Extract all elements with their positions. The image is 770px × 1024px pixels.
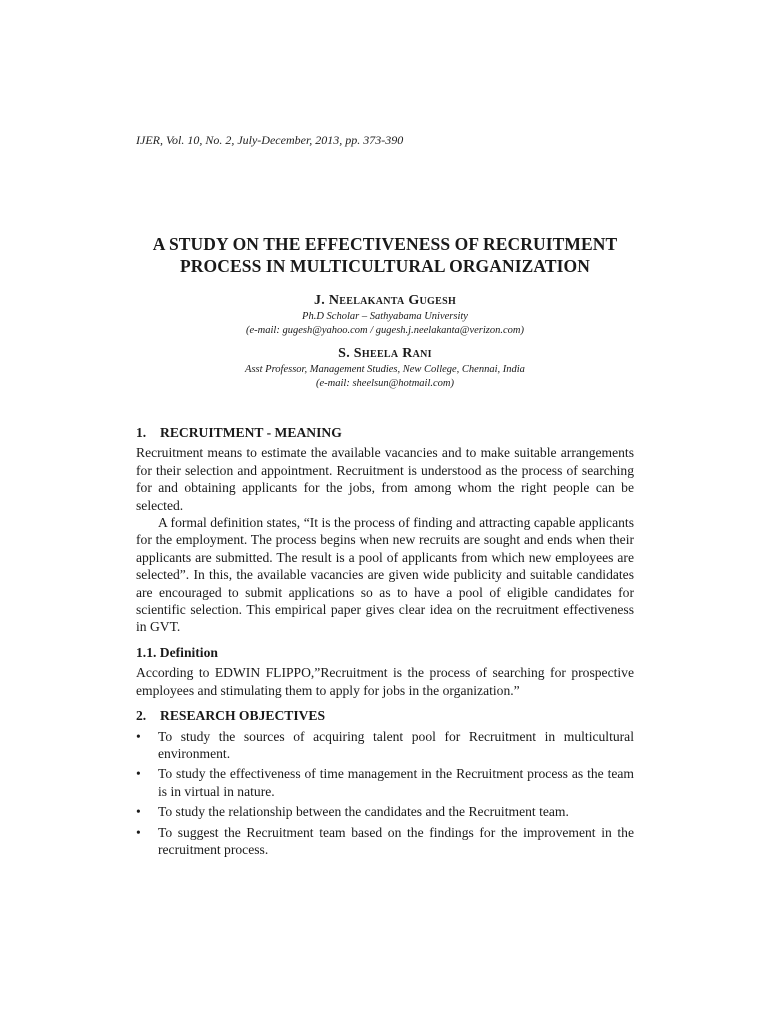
title-line-2: PROCESS IN MULTICULTURAL ORGANIZATION [179,256,591,276]
bullet-icon: • [136,824,141,840]
author-2-name: S. Sheela Rani [338,346,432,361]
section-1-paragraph-1: Recruitment means to estimate the available vacancies and to make suitable arrangements for their selection and appointment. Recruitment is understood as the process of searching for and obtaining applicants for the jobs, from among whom the right people can be selected. [136,445,634,513]
list-item [136,728,634,763]
section-2-heading [136,707,634,724]
list-item-text: To study the sources of acquiring talent pool for Recruitment in multicultural environment. [158,728,634,761]
subsection-1-1-paragraph: According to EDWIN FLIPPO,”Recruitment is the process of searching for prospective employees and stimulating them to apply for jobs in the organization.” [136,665,634,698]
author-2 [100,345,670,391]
bullet-icon: • [136,766,141,782]
body-content [136,424,634,861]
journal-reference: IJER, Vol. 10, No. 2, July-December, 2013, pp. 373-390 [136,133,404,147]
list-item [136,803,634,820]
list-item-text: To study the effectiveness of time management in the Recruitment process as the team is in virtual in nature. [158,766,634,799]
section-1-paragraph-2: A formal definition states, “It is the process of finding and attracting capable applicants for the employment. The process begins when new recruits are sought and ends when their applicants are submitted. The result is a pool of applicants from which new employees are selected”. In this, the available vacancies are given wide publicity and suitable candidates are encouraged to submit applications so as to have a pool of eligible candidates for scientific selection. This empirical paper gives clear idea on the recruitment effectiveness in GVT. [136,515,634,635]
author-1-affiliation: Ph.D Scholar – Sathyabama University [302,311,468,322]
author-2-affiliation: Asst Professor, Management Studies, New College, Chennai, India [245,364,525,375]
section-1-heading [136,424,634,441]
section-2-number: 2. [136,708,147,724]
paper-title [100,233,670,277]
author-2-email: (e-mail: sheelsun@hotmail.com) [316,378,454,389]
list-item-text: To study the relationship between the candidates and the Recruitment team. [158,804,569,820]
section-1-number: 1. [136,425,147,440]
section-2-title: RESEARCH OBJECTIVES [160,708,326,724]
title-line-1: A STUDY ON THE EFFECTIVENESS OF RECRUITMENT [152,234,618,254]
author-1-email: (e-mail: gugesh@yahoo.com / gugesh.j.neelakanta@verizon.com) [246,325,524,336]
list-item [136,824,634,859]
bullet-icon: • [136,728,141,744]
author-1 [100,292,670,338]
list-item-text: To suggest the Recruitment team based on the findings for the improvement in the recruitment process. [158,824,634,857]
author-1-name: J. Neelakanta Gugesh [313,293,457,308]
subsection-1-1-heading: 1.1. Definition [136,644,218,660]
section-1-title: RECRUITMENT - MEANING [160,425,342,440]
bullet-icon: • [136,804,141,820]
list-item [136,765,634,800]
objectives-list [136,728,634,859]
